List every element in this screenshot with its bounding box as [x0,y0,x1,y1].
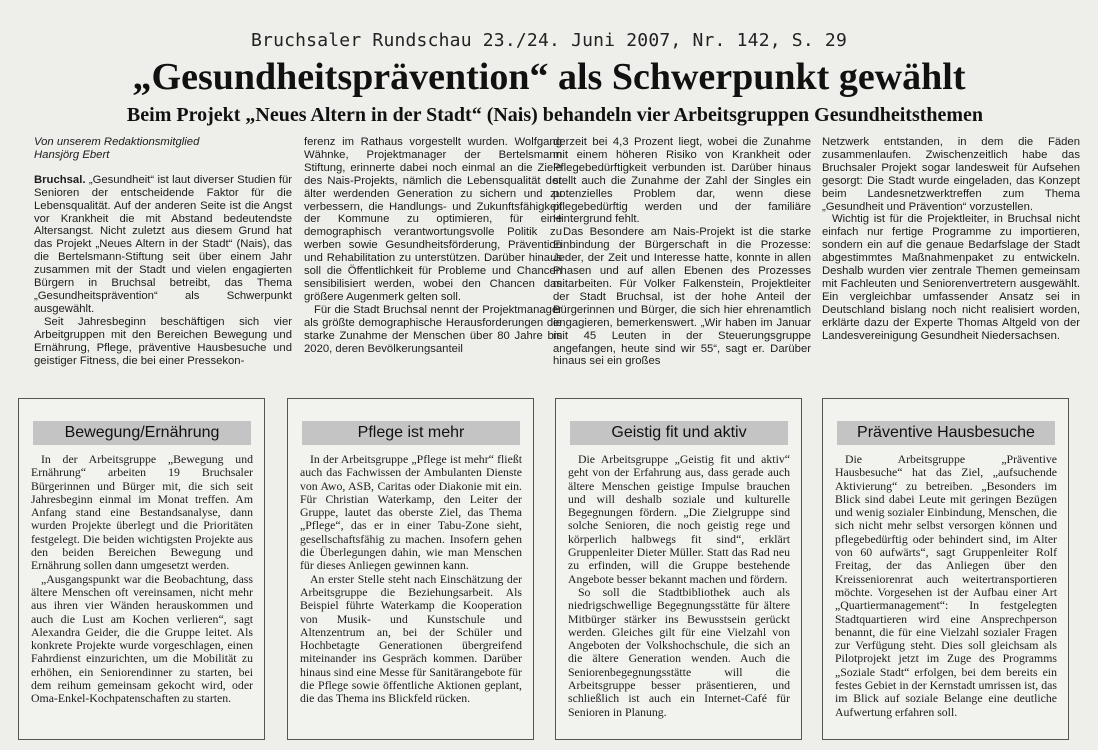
infobox-paragraph: In der Arbeitsgruppe „Pflege ist mehr“ fließt auch das Fachwissen der Ambulanten Dienste von Awo, ASB, Caritas oder Diakonie mit ein. Für Christian Waterkamp, den Leiter der Gruppe, lautet das oberste Ziel, das Thema „Pflege“, das er in einer Tabu-Zone sieht, gesellschaftsfähig zu machen. Insofern gehen die Überlegungen dahin, wie man Menschen für dieses Anliegen gewinnen kann. [300,452,522,573]
infobox-pflege [287,398,534,740]
infobox-paragraph: „Ausgangspunkt war die Beobachtung, dass ältere Menschen oft vereinsamen, nicht mehr aus ihren vier Wänden herauskommen und auch die Lust am Kochen verlieren“, sagt Alexandra Geider, die die Gruppe leitet. Als konkrete Projekte wurde vorgeschlagen, einen Fahrdienst einzurichten, um die Mobilität zu erhöhen, ein Seniorendinner zu starten, bei dem reihum gemeinsam gekocht wird, oder Oma-Enkel-Kochpatenschaften zu starten. [31,571,253,706]
article-column-2 [304,136,562,355]
article-paragraph: Das Besondere am Nais-Projekt ist die starke Einbindung der Bürgerschaft in die Prozesse: Jeder, der Zeit und Interesse hatte, konnte in allen Phasen und auf allen Ebenen des Prozesses mitarbeiten. Für Volker Falkenstein, Projektleiter der Stadt Bruchsal, ist der hohe Anteil der Bürgerinnen und Bürger, die sich hier ehrenamtlich engagieren, bemerkenswert. „Wir haben im Januar mit 45 Leuten in der Steuerungsgruppe angefangen, heute sind wir 55“, sagt er. Darüber hinaus sei ein großes [553,226,811,368]
infobox-bewegung [18,398,265,740]
infobox-hausbesuche [822,398,1069,740]
infobox-text [568,453,790,719]
byline-line-1: Von unserem Redaktionsmitglied [34,136,200,148]
article-column-1 [34,136,292,367]
infobox-paragraph: An erster Stelle steht nach Einschätzung der Arbeitsgruppe die Beziehungsarbeit. Als Beispiel führte Waterkamp die Kooperation von Musik- und Kunstschule und Altenzentrum an, bei der Schüler und Hochbetagte Generationen übergreifend miteinander ins Gespräch kommen. Darüber hinaus sind eine Messe für Sanitärangebote für die Pflege sowie öffentliche Aktionen geplant, die das Thema ins Blickfeld rücken. [300,571,522,706]
infobox-title: Präventive Hausbesuche [837,421,1055,445]
article-column-4 [822,136,1080,343]
infobox-title: Geistig fit und aktiv [570,421,788,445]
infobox-paragraph: So soll die Stadtbibliothek auch als niedrigschwellige Begegnungsstätte für ältere Mitbürger stärker ins Bewusstsein gerückt werden. Gleiches gilt für eine Vielzahl von Angeboten der Volkshochschule, die sich an die ältere Generation wenden. Auch die Seniorenbegegnungsstätte will die Arbeitsgruppe besser präsentieren, und schließlich ist auch ein Internet-Café für Senioren in Planung. [568,584,790,719]
subheadline: Beim Projekt „Neues Altern in der Stadt“ (Nais) behandeln vier Arbeitsgruppen Gesundheitsthemen [126,104,984,126]
infobox-title: Pflege ist mehr [302,421,520,445]
headline: „Gesundheitsprävention“ als Schwerpunkt gewählt [132,56,966,98]
article-paragraph: ferenz im Rathaus vorgestellt wurden. Wolfgang Wähnke, Projektmanager der Bertelsmann Stiftung, erinnerte dabei noch einmal an die Ziele des Nais-Projekts, nämlich die Lebensqualität der älter werdenden Generation zu sichern und zu verbessern, die Handlungs- und Zukunftsfähigkeit der Kommune zu optimieren, für eine demographisch verantwortungsvolle Politik zu werben sowie Gesundheitsförderung, Prävention und Rehabilitation zu unterstützen. Darüber hinaus soll die Öffentlichkeit für Probleme und Chancen sensibilisiert werden, wobei den Chancen das größere Augenmerk gelten soll. [304,136,562,303]
infobox-title: Bewegung/Ernährung [33,421,251,445]
article-paragraph [34,174,292,316]
infobox-paragraph: Die Arbeitsgruppe „Geistig fit und aktiv“ geht von der Erfahrung aus, dass gerade auch ältere Menschen geistige Impulse brauchen und will deshalb soziale und kulturelle Begegnungen fördern. „Die Zielgruppe sind solche Senioren, die noch geistig rege und körperlich halbwegs fit sind“, erklärt Gruppenleiter Dieter Müller. Statt das Rad neu zu erfinden, will die Gruppe bestehende Angebote besser bekannt machen und fördern. [568,452,790,586]
source-line: Bruchsaler Rundschau 23./24. Juni 2007, Nr. 142, S. 29 [251,30,847,51]
infobox-geistig-fit [555,398,802,740]
infobox-text [31,453,253,706]
article-paragraph: Für die Stadt Bruchsal nennt der Projektmanager als größte demographische Herausforderungen die starke Zunahme der Menschen über 80 Jahre bis 2020, deren Bevölkerungsanteil [304,303,562,355]
article-paragraph: Netzwerk entstanden, in dem die Fäden zusammenlaufen. Zwischenzeitlich habe das Bruchsaler Projekt sogar landesweit für Aufsehen gesorgt: Die Stadt wurde eingeladen, das Konzept beim Landesnetzwerktreffen zum Thema „Gesundheit und Prävention“ vorzustellen. [822,136,1080,213]
infobox-paragraph: In der Arbeitsgruppe „Bewegung und Ernährung“ arbeiten 19 Bruchsaler Bürgerinnen und Bürger mit, die sich seit Jahresbeginn einmal im Monat treffen. Am Anfang stand eine Bestandsanalyse, dann wurden Projekte überlegt und die Prioritäten festgelegt. Die beiden wichtigsten Projekte aus den beiden Bereichen Bewegung und Ernährung sollen dann umgesetzt werden. [31,452,253,573]
infobox-paragraph: Die Arbeitsgruppe „Präventive Hausbesuche“ hat das Ziel, „aufsuchende Aktivierung“ zu betreiben. „Besonders im Blick sind dabei Leute mit geringen Bezügen und wenig sozialer Einbindung, Menschen, die sich nicht mehr selbst versorgen können und pflegebedürftig oder behindert sind, im Alter von 60 aufwärts“, sagt Gruppenleiter Rolf Freitag, der das Anliegen über den Kreisseniorenrat auch weitertransportieren möchte. Vorgesehen ist der Aufbau einer Art „Quartiermanagement“: In festgelegten Stadtquartieren wird eine Ansprechperson benannt, die für eine Vielzahl sozialer Fragen zur Verfügung steht. Dies soll gleichsam als Pilotprojekt jetzt im Zuge des Programms „Soziale Stadt“ erfolgen, bei dem bereits ein festes Gebiet in der Kernstadt umrissen ist, das im Blick auf soziale Belange eine deutliche Aufwertung erfahren soll. [835,452,1057,719]
article-paragraph: Wichtig ist für die Projektleiter, in Bruchsal nicht einfach nur fertige Programme zu importieren, sondern ein auf die genaue Bedarfslage der Stadt abgestimmtes Maßnahmenpaket zu entwickeln. Deshalb wurden vier zentrale Themen gemeinsam mit Fachleuten und Seniorenvertretern ausgewählt. Ein vergleichbar umfassender Ansatz sei in Deutschland bislang noch nicht realisiert worden, erklärte dazu der Experte Thomas Altgeld von der Landesvereinigung Gesundheit Niedersachsen. [822,213,1080,342]
article-column-3 [553,136,811,368]
infobox-text [835,453,1057,719]
byline-author: Hansjörg Ebert [34,148,110,161]
infobox-text [300,453,522,706]
dateline: Bruchsal. [34,173,86,186]
article-paragraph: Seit Jahresbeginn beschäftigen sich vier Arbeitgruppen mit den Bereichen Bewegung und Ernährung, Pflege, präventive Hausbesuche und geistiger Fitness, die bei einer Pressekon- [34,315,292,367]
article-paragraph: derzeit bei 4,3 Prozent liegt, wobei die Zunahme mit einem höheren Risiko von Krankheit oder Pflegebedürftigkeit verbunden ist. Darüber hinaus stellt auch die Zunahme der Zahl der Singles ein potenzielles Problem dar, wenn diese pflegebedürftig werden und der familiäre Hintergrund fehlt. [553,136,811,226]
article-text: „Gesundheit“ ist laut diverser Studien für Senioren der entscheidende Faktor für die Lebensqualität. Auf der anderen Seite ist die Angst vor Krankheit die mit Abstand bedeutendste Altersangst. Nicht zuletzt aus diesem Grund hat das Projekt „Neues Altern in der Stadt“ (Nais), das die Bertelsmann-Stiftung seit über einem Jahr zusammen mit der Stadt und vielen engagierten Bürgern in Bruchsal betreibt, das Thema „Gesundheitsprävention“ als Schwerpunkt ausgewählt. [34,173,293,315]
